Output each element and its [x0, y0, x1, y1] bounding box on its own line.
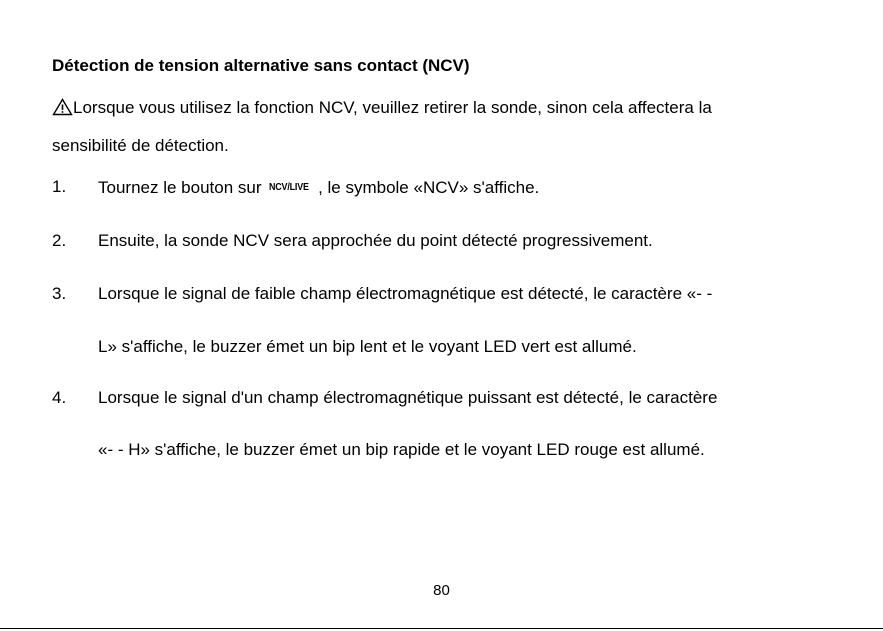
step-4-line-1: Lorsque le signal d'un champ électromagnétique puissant est détecté, le caractère: [98, 388, 718, 407]
step-3-line-2: L» s'affiche, le buzzer émet un bip lent et le voyant LED vert est allumé.: [98, 337, 637, 356]
warning-triangle-icon: [52, 98, 73, 116]
step-1-text: [98, 176, 539, 199]
bottom-divider: [0, 628, 883, 629]
step-4-line-2: «- - H» s'affiche, le buzzer émet un bip rapide et le voyant LED rouge est allumé.: [98, 440, 705, 459]
ncv-live-symbol: NCV/LIVE: [269, 181, 310, 193]
step-2-text: Ensuite, la sonde NCV sera approchée du point détecté progressivement.: [98, 231, 653, 250]
section-heading: Détection de tension alternative sans contact (NCV): [52, 56, 470, 75]
warning-line-2: sensibilité de détection.: [52, 136, 229, 155]
step-3-number: 3.: [52, 284, 67, 303]
step-2-number: 2.: [52, 231, 67, 250]
step-1-text-after: , le symbole «NCV» s'affiche.: [318, 178, 540, 197]
step-3-line-1: Lorsque le signal de faible champ électromagnétique est détecté, le caractère «- -: [98, 284, 713, 303]
warning-text-1: Lorsque vous utilisez la fonction NCV, veuillez retirer la sonde, sinon cela affectera la: [73, 98, 712, 117]
step-4-number: 4.: [52, 388, 67, 407]
page-number: 80: [433, 582, 450, 599]
step-1-number: 1.: [52, 177, 67, 196]
step-1-text-before: Tournez le bouton sur: [98, 178, 262, 197]
warning-line-1: [52, 97, 712, 119]
